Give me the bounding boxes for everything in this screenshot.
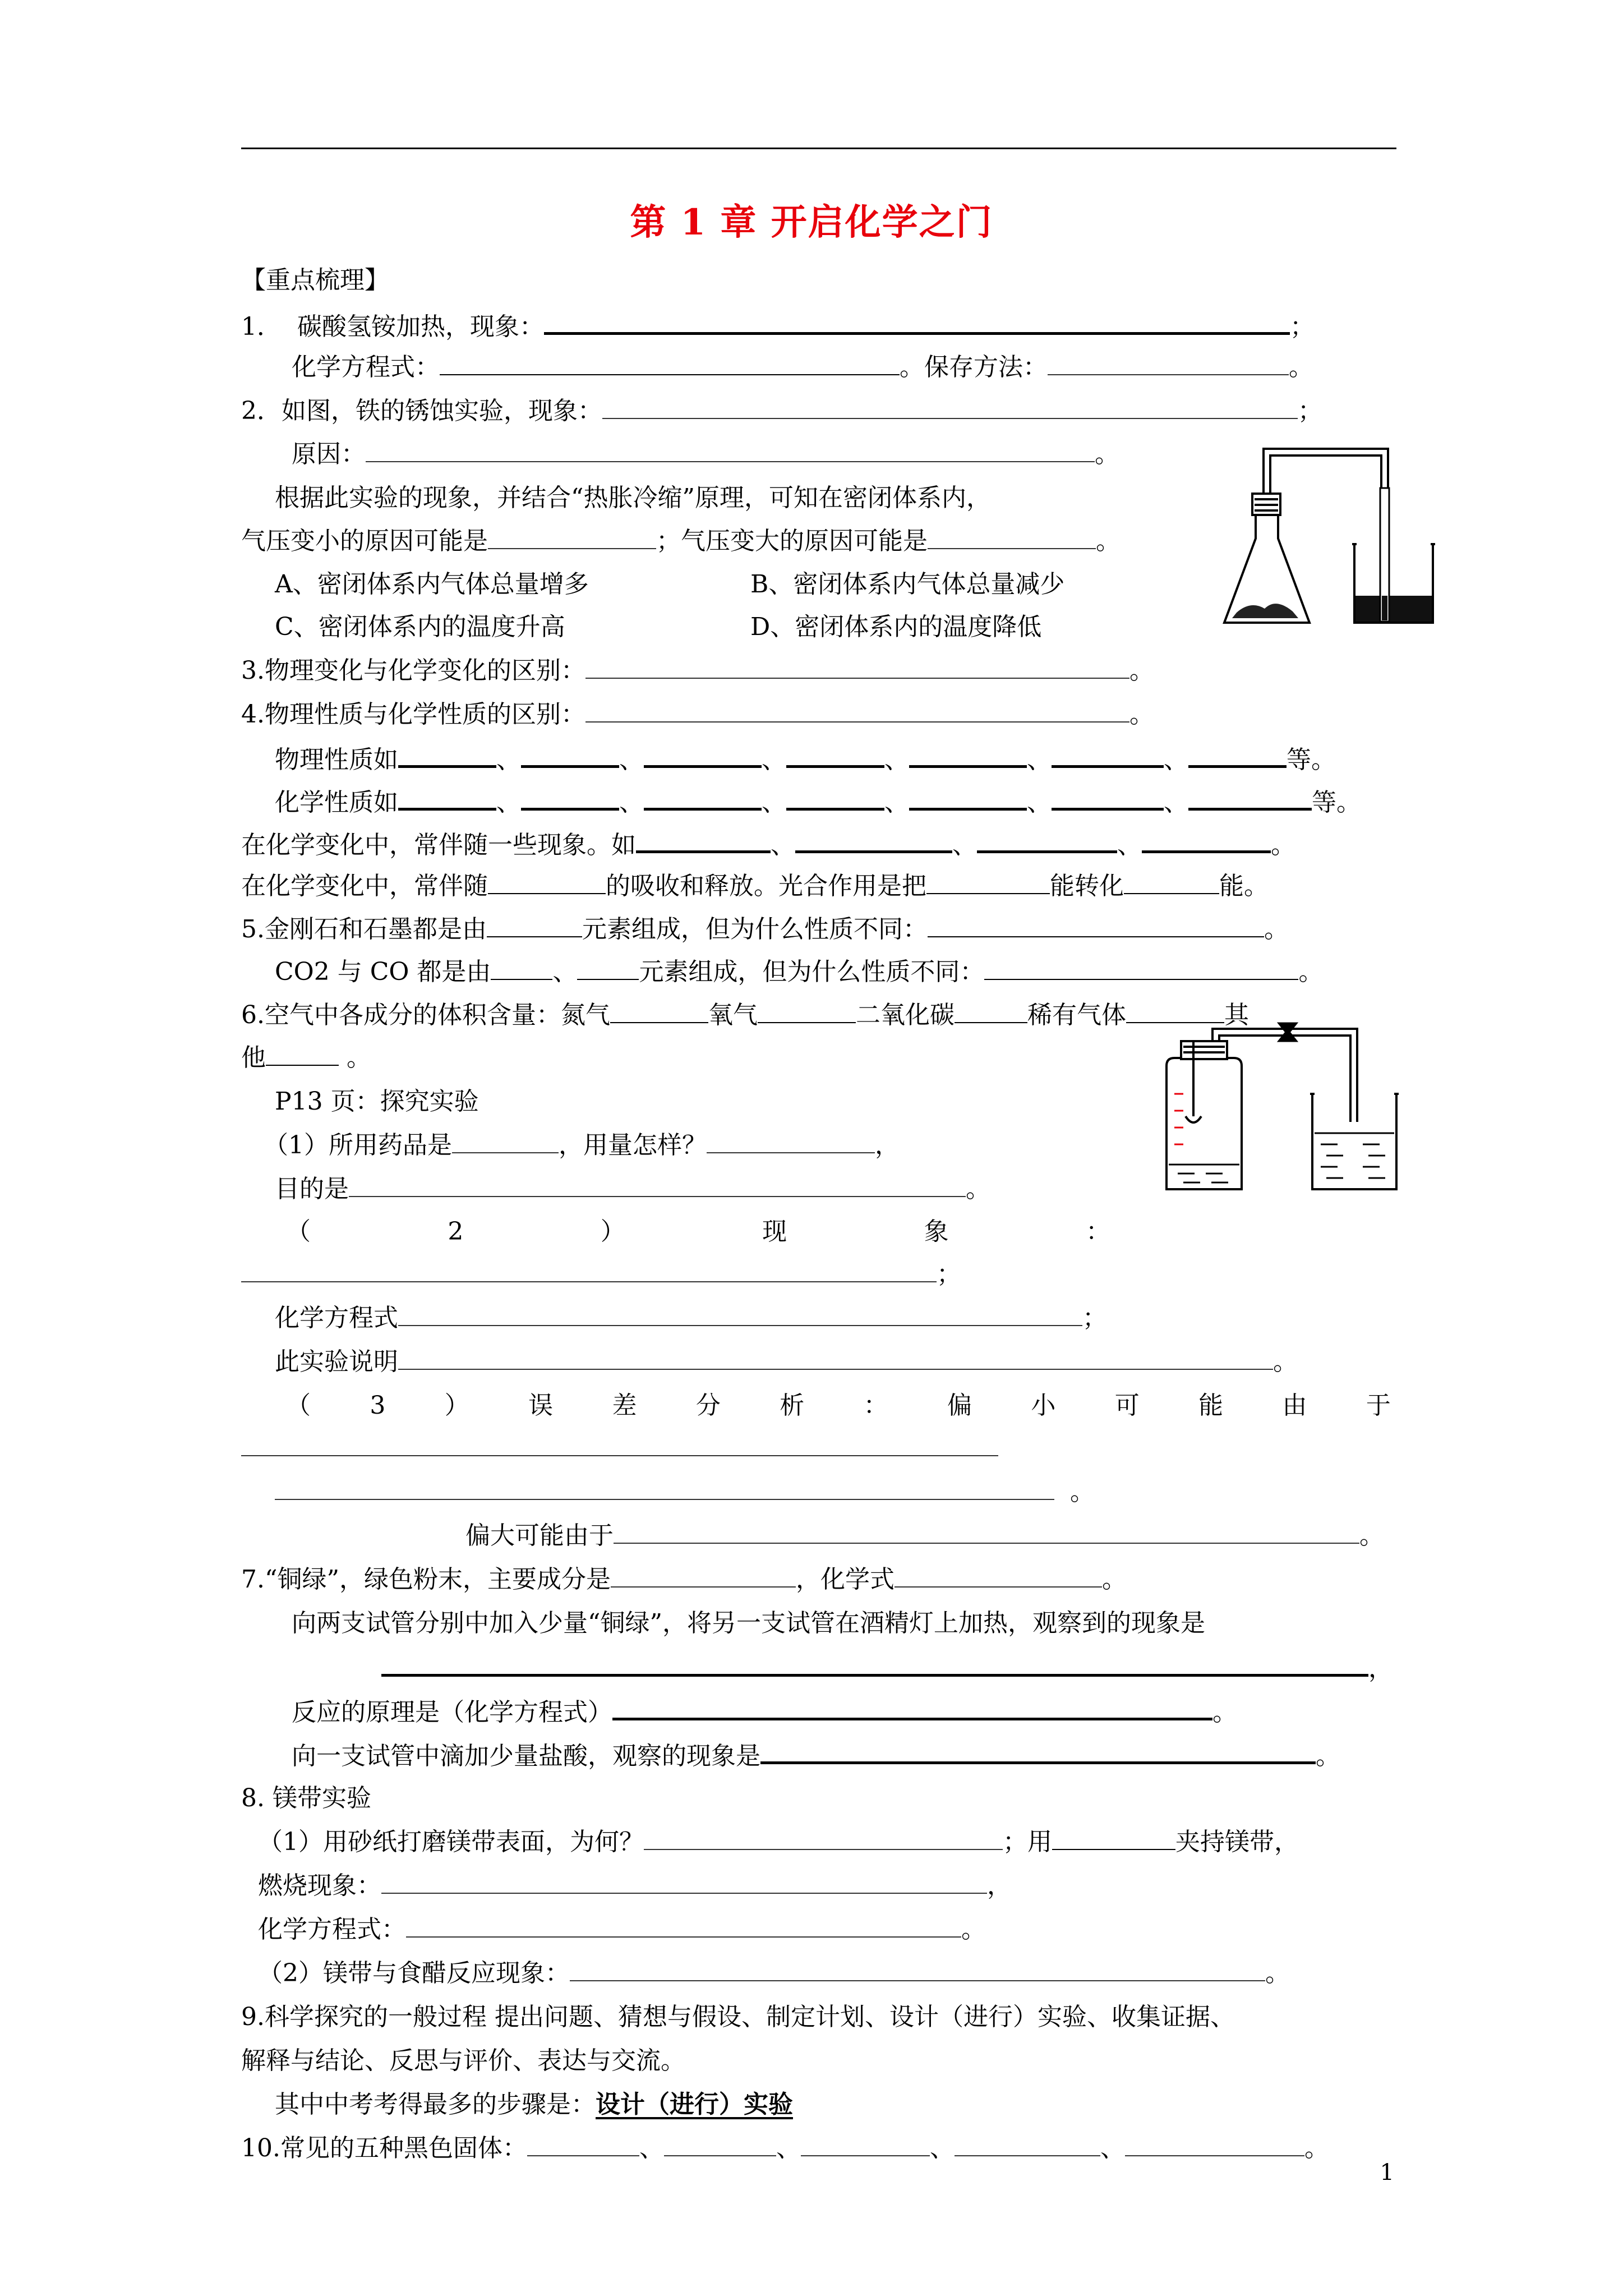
q7-line-a: 7.“铜绿”，绿色粉末，主要成分是 ，化学式 。 — [241, 1563, 1127, 1596]
air-composition-apparatus-figure — [1150, 1021, 1402, 1200]
q4-physical-properties: 物理性质如 、 、 、 、 、 、 等。 — [275, 742, 1336, 777]
q6-step2-label: （ 2 ） 现 象 ： — [286, 1217, 1110, 1246]
section-heading: 【重点梳理】 — [241, 266, 389, 295]
q4-chemical-properties: 化学性质如 、 、 、 、 、 、 等。 — [275, 784, 1361, 820]
header-rule — [241, 148, 1396, 149]
q3-line: 3.物理变化与化学变化的区别： 。 — [241, 654, 1154, 688]
q4-line: 4.物理性质与化学性质的区别： 。 — [241, 698, 1154, 731]
q6-step1: （1）所用药品是 ，用量怎样？ ， — [264, 1129, 900, 1162]
q7-line-d: 反应的原理是（化学方程式） 。 — [292, 1694, 1237, 1729]
q1-line-a: 1． 碳酸氢铵加热，现象： ； — [241, 309, 1315, 344]
q10-line: 10.常见的五种黑色固体： 、 、 、 、 。 — [241, 2132, 1329, 2165]
q6-step1-purpose: 目的是 。 — [275, 1172, 990, 1206]
q4-phenomena: 在化学变化中，常伴随一些现象。如 、 、 、 。 — [241, 827, 1295, 862]
q6-step3-blank-2: 。 — [275, 1475, 1095, 1509]
q8-line-b: 燃烧现象： ， — [258, 1869, 1012, 1903]
q7-line-e: 向一支试管中滴加少量盐酸，观察的现象是 。 — [292, 1738, 1340, 1773]
q6-line-b: 他 。 — [241, 1041, 371, 1075]
q6-step3-larger: 偏大可能由于 。 — [465, 1519, 1384, 1553]
q2-line-b: 原因： 。 — [292, 438, 1119, 471]
q6-explain: 此实验说明 。 — [275, 1345, 1298, 1379]
q2-option-c: C、密闭体系内的温度升高 — [275, 613, 565, 641]
q1-line-b: 化学方程式： 。保存方法： 。 — [292, 351, 1313, 384]
q6-p13-heading: P13 页：探究实验 — [275, 1087, 479, 1116]
q2-line-d: 气压变小的原因可能是 ；气压变大的原因可能是 。 — [241, 524, 1121, 558]
q6-line-a: 6.空气中各成分的体积含量：氮气 氧气 二氧化碳 稀有气体 其 — [241, 999, 1249, 1032]
q8-line-a: （1）用砂纸打磨镁带表面，为何？ ；用 夹持镁带， — [258, 1825, 1299, 1859]
q8-line-c: 化学方程式： 。 — [258, 1913, 986, 1947]
page-number: 1 — [1380, 2160, 1394, 2185]
q9-answer: 设计（进行）实验 — [596, 2090, 793, 2119]
q7-line-b: 向两支试管分别中加入少量“铜绿”，将另一支试管在酒精灯上加热，观察到的现象是 — [292, 1609, 1205, 1637]
q8-title: 8. 镁带实验 — [241, 1784, 371, 1812]
page-title: 第 1 章 开启化学之门 — [630, 201, 993, 243]
q7-line-c: ， — [292, 1650, 1393, 1686]
q9-line-b: 解释与结论、反思与评价、表达与交流。 — [241, 2046, 685, 2075]
q5-line-a: 5.金刚石和石墨都是由 元素组成，但为什么性质不同： 。 — [241, 913, 1289, 946]
iron-rust-apparatus-figure — [1220, 438, 1450, 628]
q2-option-d: D、密闭体系内的温度降低 — [750, 613, 1042, 641]
q6-step3-label: （ 3 ） 误 差 分 析 ： 偏 小 可 能 由 于 — [286, 1391, 1391, 1420]
q6-equation: 化学方程式 ； — [275, 1301, 1107, 1335]
q4-energy: 在化学变化中，常伴随 的吸收和释放。光合作用是把 能转化 能。 — [241, 869, 1269, 903]
q2-line-a: 2．如图，铁的锈蚀实验，现象： ； — [241, 394, 1322, 428]
q2-line-c: 根据此实验的现象，并结合“热胀冷缩”原理，可知在密闭体系内， — [275, 484, 991, 512]
q6-step3-blank-1 — [241, 1432, 998, 1465]
q6-step2-answer: ； — [241, 1258, 961, 1291]
q2-option-b: B、密闭体系内气体总量减少 — [750, 570, 1065, 599]
q2-option-a: A、密闭体系内气体总量增多 — [275, 570, 589, 599]
q9-line-a: 9.科学探究的一般过程 提出问题、猜想与假设、制定计划、设计（进行）实验、收集证据、 — [241, 2003, 1235, 2031]
q8-line-d: （2）镁带与食醋反应现象： 。 — [258, 1957, 1290, 1990]
q9-line-c: 其中中考考得最多的步骤是：设计（进行）实验 — [275, 2090, 793, 2119]
q5-line-b: CO2 与 CO 都是由 、 元素组成，但为什么性质不同： 。 — [275, 955, 1323, 989]
